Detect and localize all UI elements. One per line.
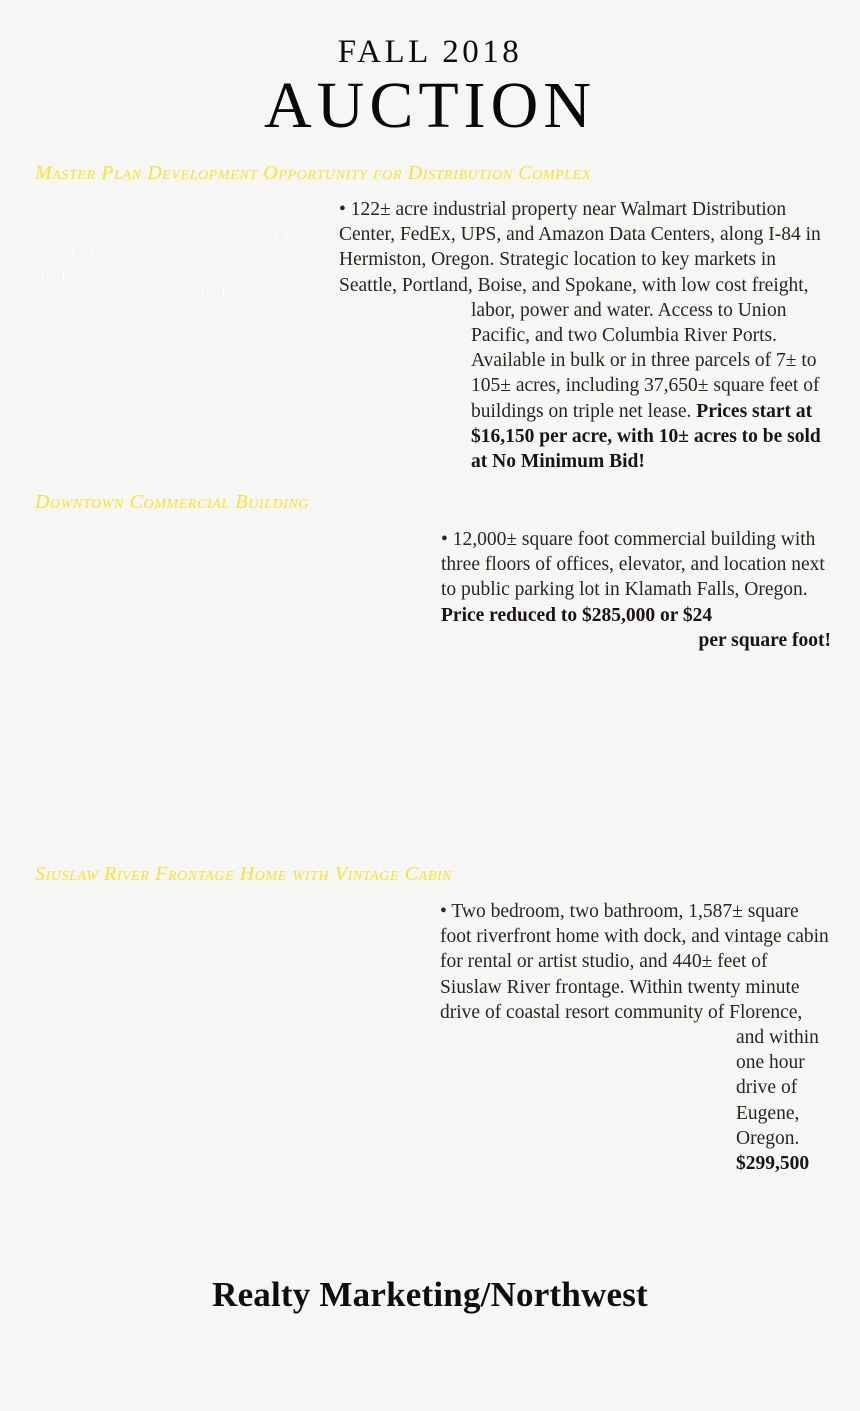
map-label-rail-west: Rail (41, 270, 66, 285)
map-label-rail-east: Rail (201, 286, 226, 301)
listing-body-highlight-last-line: per square foot! (698, 629, 831, 651)
listing-body-distribution-complex (339, 197, 831, 474)
listing-body-text: • 122± acre industrial property near Walmart Distribution Center, FedEx, UPS, and Amazon Data Centers, along I-84 in Hermiston, Oregon. Strategic location to key markets in Seattle, Portland, Boise, and Spokane, with low cost freight, labor, power and water. Access to Union Pacific, and two Columbia River Ports. Available in bulk or in three parcels of 7± to 105± acres, including 37,650± square feet of buildings on triple net lease. (339, 199, 821, 422)
listing-body-siuslaw-river-frontage-home (440, 899, 832, 1176)
image-wrap-spacer-bottom (339, 323, 471, 463)
listing-heading-siuslaw-river-frontage-home: Siuslaw River Frontage Home with Vintage Cabin (35, 863, 453, 885)
map-label-i84: I-84 (70, 246, 94, 261)
listing-heading-downtown-commercial-building: Downtown Commercial Building (35, 491, 310, 513)
title-main: AUCTION (264, 69, 596, 142)
company-name: Realty Marketing/Northwest (212, 1275, 648, 1314)
listing-heading-distribution-complex: Master Plan Development Opportunity for Distribution Complex (35, 162, 591, 184)
listing-body-tail (736, 1025, 832, 1176)
listing-body-highlight: Price reduced to $285,000 or $24 (441, 604, 713, 626)
footer (0, 1275, 860, 1315)
masthead (0, 0, 860, 140)
listing-body-price: $299,500 (736, 1153, 810, 1175)
title-season: FALL 2018 (337, 34, 523, 70)
listing-body-text: • 12,000± square foot commercial building with three floors of offices, elevator, and location next to public parking lot in Klamath Falls, Oregon. (441, 529, 825, 601)
listing-body-highlight: Prices start at $16,150 per acre, with 10± acres to be sold at No Minimum Bid! (471, 400, 821, 473)
map-label-i82: I-82 (273, 228, 297, 243)
listing-body-downtown-commercial-building (441, 527, 831, 653)
listing-body-tail-text: and within one hour drive of Eugene, Oregon. (736, 1027, 819, 1149)
listing-body-text: • Two bedroom, two bathroom, 1,587± square foot riverfront home with dock, and vintage cabin for rental or artist studio, and 440± feet of Siuslaw River frontage. Within twenty minute drive of coastal resort community of Florence, (440, 901, 829, 1023)
